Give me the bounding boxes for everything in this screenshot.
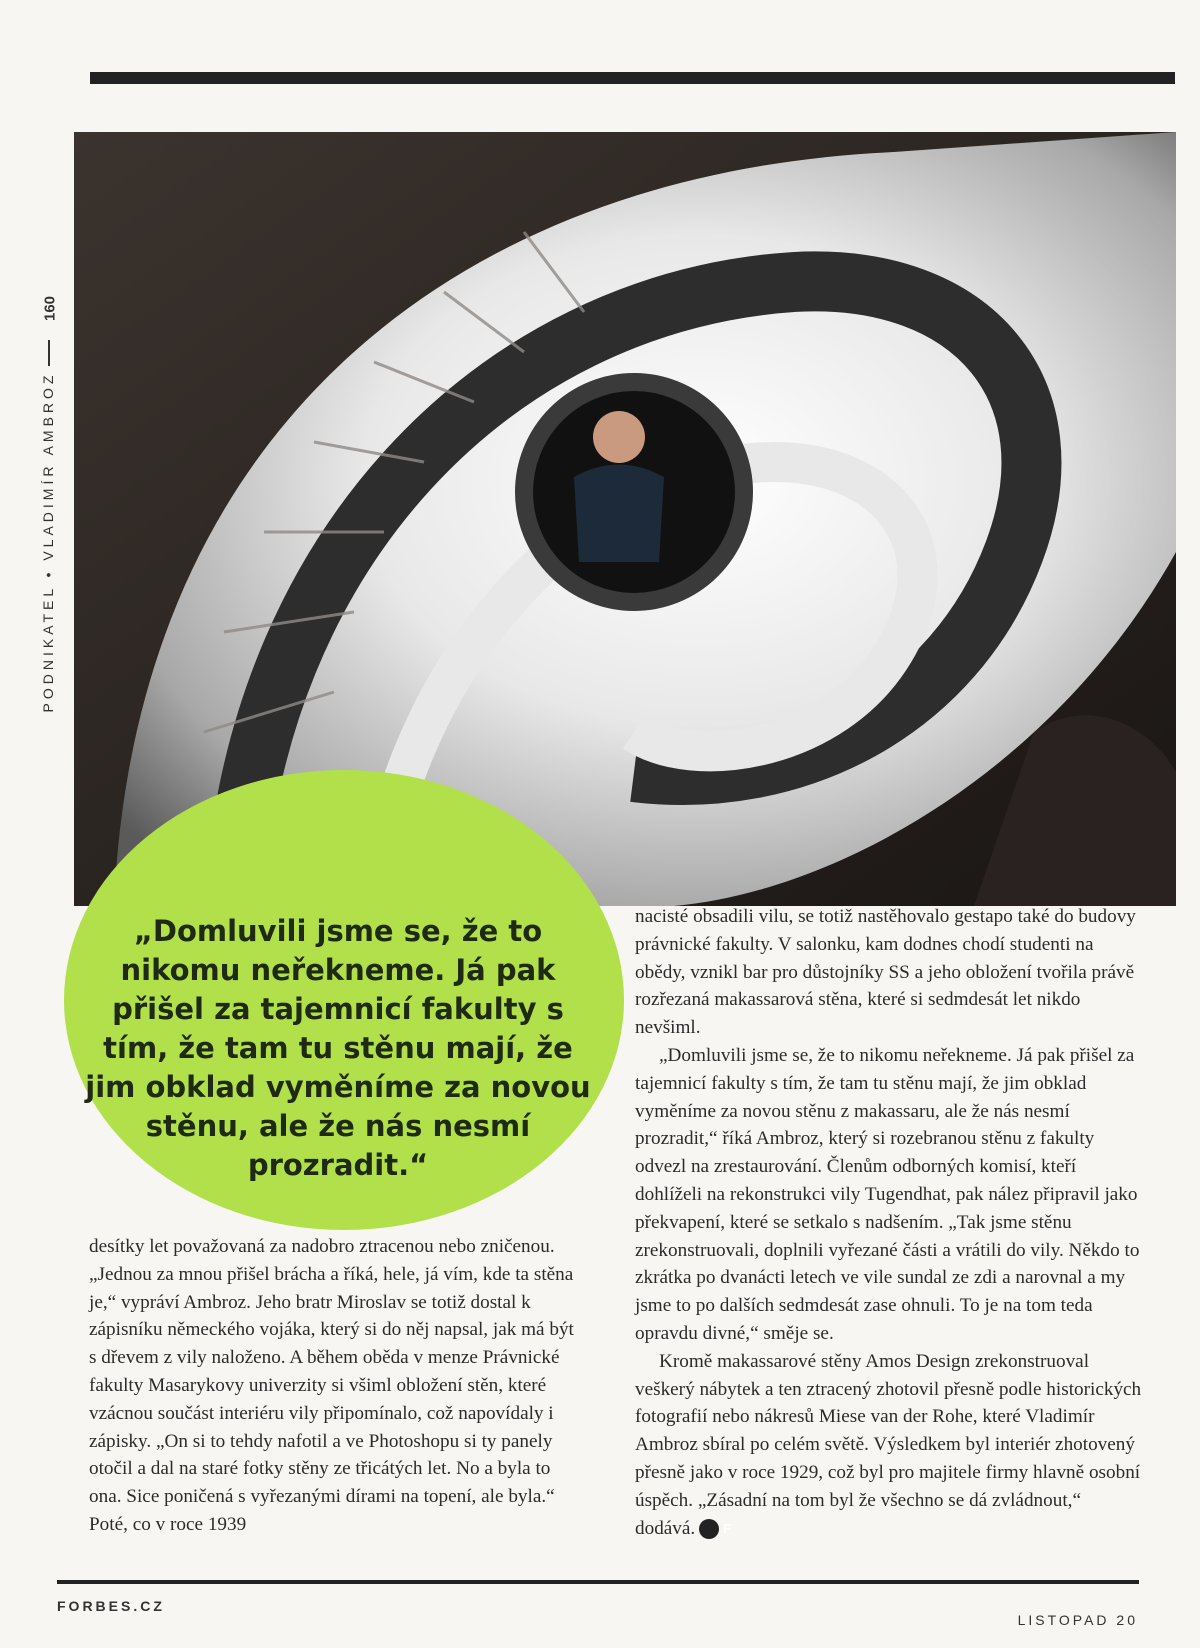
bottom-rule xyxy=(57,1580,1139,1584)
paragraph: nacisté obsadili vilu, se totiž nastěhovalo gestapo také do budovy právnické fakulty. V salonku, kam dodnes chodí studenti na obědy, vznikl bar pro důstojníky SS a jeho obložení tvořila právě rozřezaná makassarová stěna, které si sedmdesát let nikdo nevšiml. xyxy=(635,906,1136,1039)
article-column-left xyxy=(89,1233,579,1539)
article-column-right xyxy=(635,903,1145,1542)
top-rule xyxy=(90,72,1175,84)
paragraph xyxy=(635,1348,1145,1543)
section-label: PODNIKATEL • VLADIMÍR AMBROZ xyxy=(40,371,56,713)
paragraph: desítky let považovaná za nadobro ztracenou nebo zničenou. „Jednou za mnou přišel brácha a říká, hele, já vím, kde ta stěna je,“ vypráví Ambroz. Jeho bratr Miroslav se totiž dostal k zápisníku německého vojáka, který si do něj napsal, jak má být s dřevem z vily naloženo. A během oběda v menze Právnické fakulty Masarykovy univerzity si všiml obložení stěn, které vzácnou součást interiéru vily připomínalo, což napovídaly i zápisky. „On si to tehdy nafotil a ve Photoshopu si ty panely otočil a dal na staré fotky stěny ze třicátých let. No a byla to ona. Sice poničená s vyřezanými dírami na topení, ale byla.“ Poté, co v roce 1939 xyxy=(89,1236,574,1535)
footer-issue: LISTOPAD 20 xyxy=(1017,1612,1138,1628)
paragraph-text: Kromě makassarové stěny Amos Design zrekonstruoval veškerý nábytek a ten ztracený zhotovil přesně podle historických fotografií nebo nákresů Miese van der Rohe, které Vladimír Ambroz sbíral po celém světě. Výsledkem byl interiér zhotovený přesně jako v roce 1929, což byl pro majitele firmy hlavně osobní úspěch. „Zásadní na tom byl že všechno se dá zvládnout,“ dodává. xyxy=(635,1350,1142,1539)
paragraph: „Domluvili jsme se, že to nikomu neřekneme. Já pak přišel za tajemnicí fakulty s tím, že tam tu stěnu mají, že jim obklad vyměníme za novou stěnu z makassaru, ale že nás nesmí prozradit,“ říká Ambroz, který si rozebranou stěnu z fakulty odvezl na zrestaurování. Členům odborných komisí, kteří dohlíželi na rekonstrukci vily Tugendhat, pak nález připravil jako překvapení, které se setkalo s nadšením. „Tak jsme stěnu zrekonstruovali, doplnili vyřezané části a vrátili do vily. Někdo to zkrátka po dvanácti letech ve vile sundal ze zdi a narovnal a my jsme to po dalších sedmdesát zase ohnuli. To je na tom teda opravdu divné,“ směje se. xyxy=(635,1044,1140,1344)
pullquote: „Domluvili jsme se, že to nikomu neřekneme. Já pak přišel za tajemnicí fakulty s tím, že tam tu stěnu mají, že jim obklad vyměníme za novou stěnu, ale že nás nesmí prozradit.“ xyxy=(85,914,591,1182)
page-number: 160 xyxy=(41,295,59,322)
footer-site: FORBES.CZ xyxy=(57,1598,165,1614)
forbes-end-mark-icon: F xyxy=(699,1519,719,1539)
person-head xyxy=(593,411,645,463)
